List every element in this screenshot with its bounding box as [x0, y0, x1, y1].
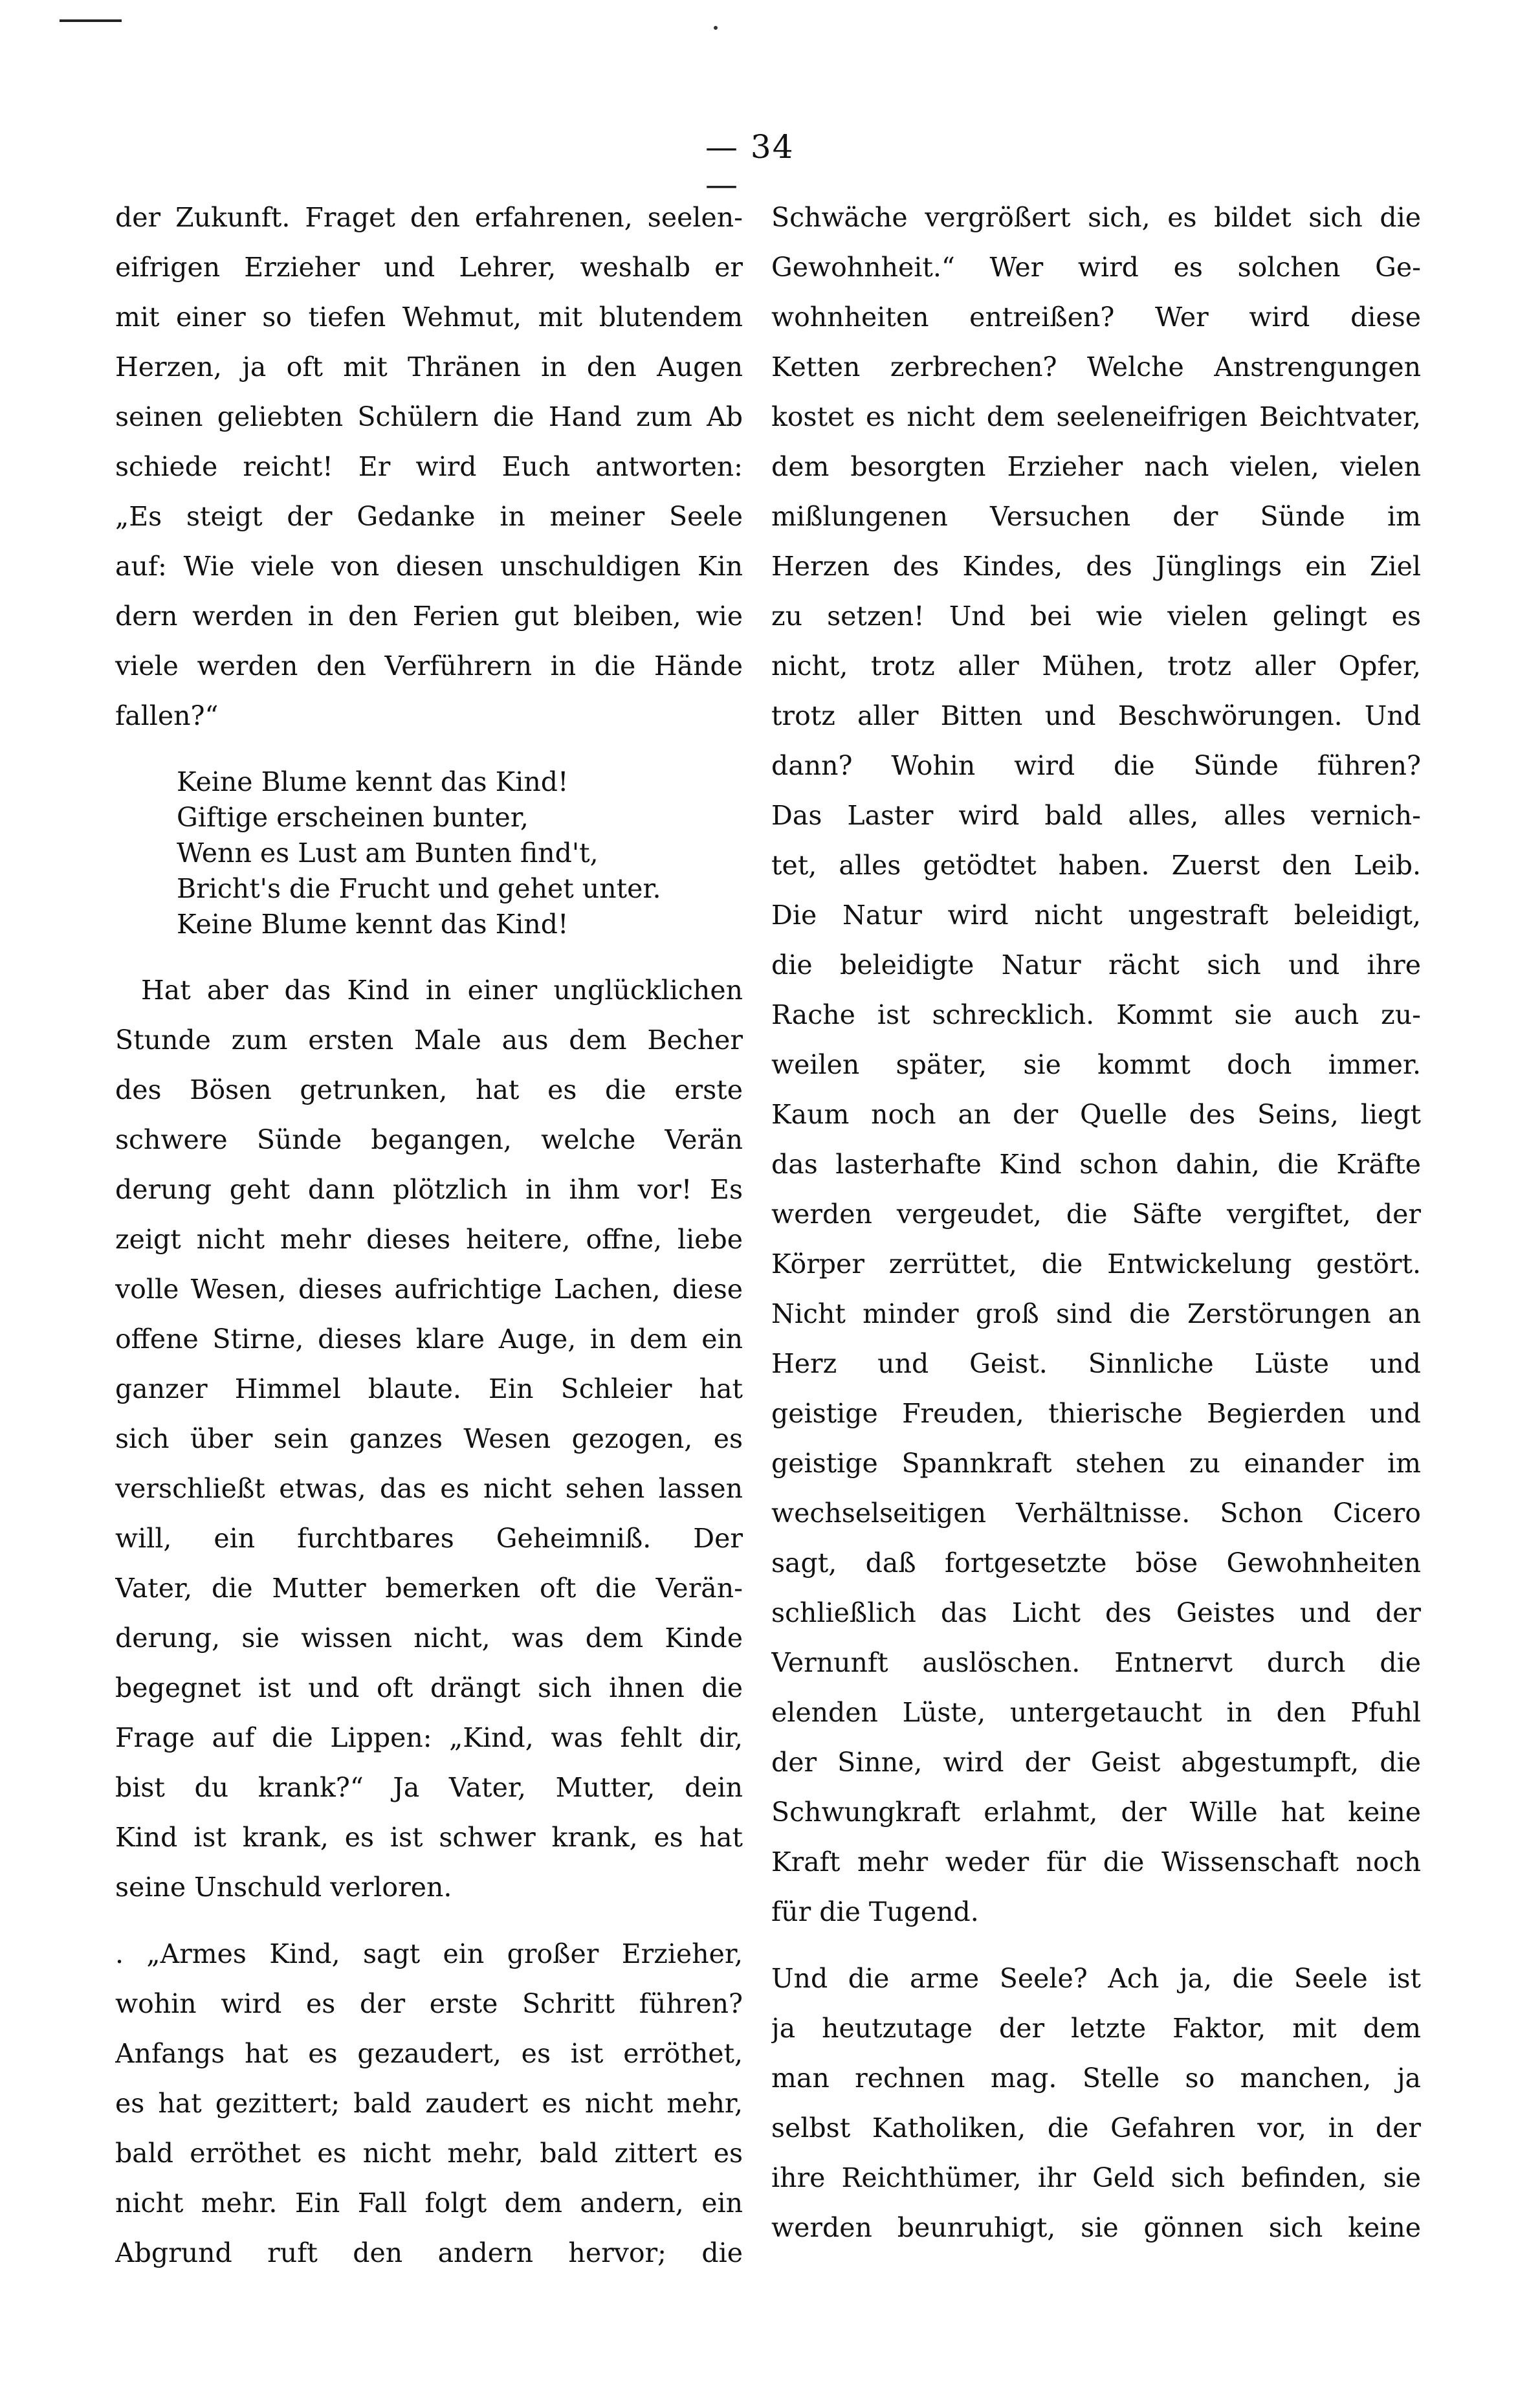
text-line: „Es steigt der Gedanke in meiner Seele: [115, 501, 743, 532]
text-line: Das Laster wird bald alles, alles vernich-: [771, 800, 1421, 831]
text-line: des Bösen getrunken, hat es die erste: [115, 1074, 743, 1105]
left-paragraph-1: [115, 193, 743, 741]
text-line: mißlungenen Versuchen der Sünde im: [771, 501, 1421, 532]
text-line: zeigt nicht mehr dieses heitere, offne, liebe: [115, 1224, 743, 1255]
text-line: ganzer Himmel blaute. Ein Schleier hat: [115, 1373, 743, 1404]
text-line: verschließt etwas, das es nicht sehen lassen: [115, 1473, 743, 1504]
text-line: Hat aber das Kind in einer unglücklichen: [141, 975, 743, 1006]
text-line: wechselseitigen Verhältnisse. Schon Cicero: [771, 1498, 1421, 1529]
text-line: das lasterhafte Kind schon dahin, die Kräfte: [771, 1149, 1421, 1180]
text-line: tet, alles getödtet haben. Zuerst den Leib.: [771, 850, 1421, 881]
text-line: dem besorgten Erzieher nach vielen, vielen: [771, 451, 1421, 482]
text-line: der Sinne, wird der Geist abgestumpft, die: [771, 1747, 1421, 1778]
text-line: nicht, trotz aller Mühen, trotz aller Opfer,: [771, 650, 1421, 681]
text-line: Herz und Geist. Sinnliche Lüste und: [771, 1348, 1421, 1379]
text-line: volle Wesen, dieses aufrichtige Lachen, diese: [115, 1274, 743, 1305]
text-line: viele werden den Verführern in die Hände: [115, 650, 743, 681]
text-line: nicht mehr. Ein Fall folgt dem andern, ein: [115, 2187, 743, 2219]
text-line: Anfangs hat es gezaudert, es ist erröthet,: [115, 2038, 743, 2069]
text-line: offene Stirne, dieses klare Auge, in dem ein: [115, 1323, 743, 1355]
text-line: dern werden in den Ferien gut bleiben, wie: [115, 601, 743, 632]
text-line: wohnheiten entreißen? Wer wird diese: [771, 302, 1421, 333]
text-line: Schwäche vergrößert sich, es bildet sich die: [771, 202, 1421, 233]
text-line: schwere Sünde begangen, welche Verän: [115, 1124, 743, 1155]
text-line: Herzen des Kindes, des Jünglings ein Ziel: [771, 551, 1421, 582]
text-line: fallen?“: [115, 700, 219, 731]
text-line: mit einer so tiefen Wehmut, mit blutendem: [115, 302, 743, 333]
text-line: geistige Spannkraft stehen zu einander im: [771, 1448, 1421, 1479]
left-column: [115, 193, 743, 2278]
text-line: zu setzen! Und bei wie vielen gelingt es: [771, 601, 1421, 632]
right-paragraph-2: [771, 1954, 1421, 2253]
text-line: Frage auf die Lippen: „Kind, was fehlt dir,: [115, 1722, 743, 1753]
text-line: bald erröthet es nicht mehr, bald zittert es: [115, 2138, 743, 2169]
text-line: der Zukunft. Fraget den erfahrenen, seelen-: [115, 202, 743, 233]
poem-line: Keine Blume kennt das Kind!: [177, 766, 569, 797]
text-line: geistige Freuden, thierische Begierden und: [771, 1398, 1421, 1429]
poem-line: Giftige erscheinen bunter,: [177, 802, 529, 833]
text-line: Herzen, ja oft mit Thränen in den Augen: [115, 351, 743, 382]
poem-line: Keine Blume kennt das Kind!: [177, 909, 569, 940]
text-line: bist du krank?“ Ja Vater, Mutter, dein: [115, 1772, 743, 1803]
text-line: Körper zerrüttet, die Entwickelung gestört.: [771, 1248, 1421, 1279]
text-line: Stunde zum ersten Male aus dem Becher: [115, 1024, 743, 1056]
text-line: schiede reicht! Er wird Euch antworten:: [115, 451, 743, 482]
text-line: derung geht dann plötzlich in ihm vor! Es: [115, 1174, 743, 1205]
text-line: Und die arme Seele? Ach ja, die Seele ist: [771, 1963, 1421, 1994]
text-line: Kaum noch an der Quelle des Seins, liegt: [771, 1099, 1421, 1130]
poem-stanza: [115, 764, 743, 942]
text-line: wohin wird es der erste Schritt führen?: [115, 1988, 743, 2019]
text-line: derung, sie wissen nicht, was dem Kinde: [115, 1622, 743, 1654]
text-line: eifrigen Erzieher und Lehrer, weshalb er: [115, 252, 743, 283]
text-line: dann? Wohin wird die Sünde führen?: [771, 750, 1421, 781]
text-line: Vater, die Mutter bemerken oft die Verän-: [115, 1573, 743, 1604]
text-line: ja heutzutage der letzte Faktor, mit dem: [771, 2013, 1421, 2044]
text-line: selbst Katholiken, die Gefahren vor, in der: [771, 2112, 1421, 2143]
text-line: . „Armes Kind, sagt ein großer Erzieher,: [115, 1938, 743, 1969]
text-line: Gewohnheit.“ Wer wird es solchen Ge-: [771, 252, 1421, 283]
text-line: seinen geliebten Schülern die Hand zum Ab: [115, 401, 743, 432]
text-line: Schwungkraft erlahmt, der Wille hat keine: [771, 1797, 1421, 1828]
text-line: Die Natur wird nicht ungestraft beleidigt,: [771, 900, 1421, 931]
poem-line: Wenn es Lust am Bunten find't,: [177, 837, 599, 869]
print-speck: [714, 26, 718, 30]
text-line: Nicht minder groß sind die Zerstörungen an: [771, 1298, 1421, 1329]
text-line: will, ein furchtbares Geheimniß. Der: [115, 1523, 743, 1554]
text-line: Abgrund ruft den andern hervor; die: [115, 2237, 743, 2268]
text-line: Kraft mehr weder für die Wissenschaft noch: [771, 1846, 1421, 1877]
text-line: man rechnen mag. Stelle so manchen, ja: [771, 2063, 1421, 2094]
top-rule: [60, 19, 122, 22]
text-line: für die Tugend.: [771, 1896, 979, 1927]
text-line: trotz aller Bitten und Beschwörungen. Und: [771, 700, 1421, 731]
text-line: sich über sein ganzes Wesen gezogen, es: [115, 1423, 743, 1454]
text-line: Kind ist krank, es ist schwer krank, es hat: [115, 1822, 743, 1853]
text-line: weilen später, sie kommt doch immer.: [771, 1049, 1421, 1080]
text-line: Ketten zerbrechen? Welche Anstrengungen: [771, 351, 1421, 382]
text-line: werden beunruhigt, sie gönnen sich keine: [771, 2212, 1421, 2243]
text-line: werden vergeudet, die Säfte vergiftet, der: [771, 1199, 1421, 1230]
left-paragraph-2: [115, 966, 743, 1912]
text-line: ihre Reichthümer, ihr Geld sich befinden, sie: [771, 2162, 1421, 2193]
text-line: die beleidigte Natur rächt sich und ihre: [771, 949, 1421, 980]
text-line: Rache ist schrecklich. Kommt sie auch zu-: [771, 999, 1421, 1030]
text-line: kostet es nicht dem seeleneifrigen Beichtvater,: [771, 401, 1421, 432]
text-line: elenden Lüste, untergetaucht in den Pfuhl: [771, 1697, 1421, 1728]
text-line: begegnet ist und oft drängt sich ihnen die: [115, 1672, 743, 1703]
text-line: auf: Wie viele von diesen unschuldigen Kin: [115, 551, 743, 582]
text-line: es hat gezittert; bald zaudert es nicht mehr,: [115, 2088, 743, 2119]
text-line: seine Unschuld verloren.: [115, 1872, 452, 1903]
page-number: — 34 —: [705, 128, 795, 203]
right-paragraph-1: [771, 193, 1421, 1937]
text-line: sagt, daß fortgesetzte böse Gewohnheiten: [771, 1547, 1421, 1578]
poem-line: Bricht's die Frucht und gehet unter.: [177, 873, 661, 904]
text-line: schließlich das Licht des Geistes und der: [771, 1597, 1421, 1628]
right-column: [771, 193, 1421, 2253]
left-paragraph-3: [115, 1929, 743, 2278]
text-line: Vernunft auslöschen. Entnervt durch die: [771, 1647, 1421, 1678]
